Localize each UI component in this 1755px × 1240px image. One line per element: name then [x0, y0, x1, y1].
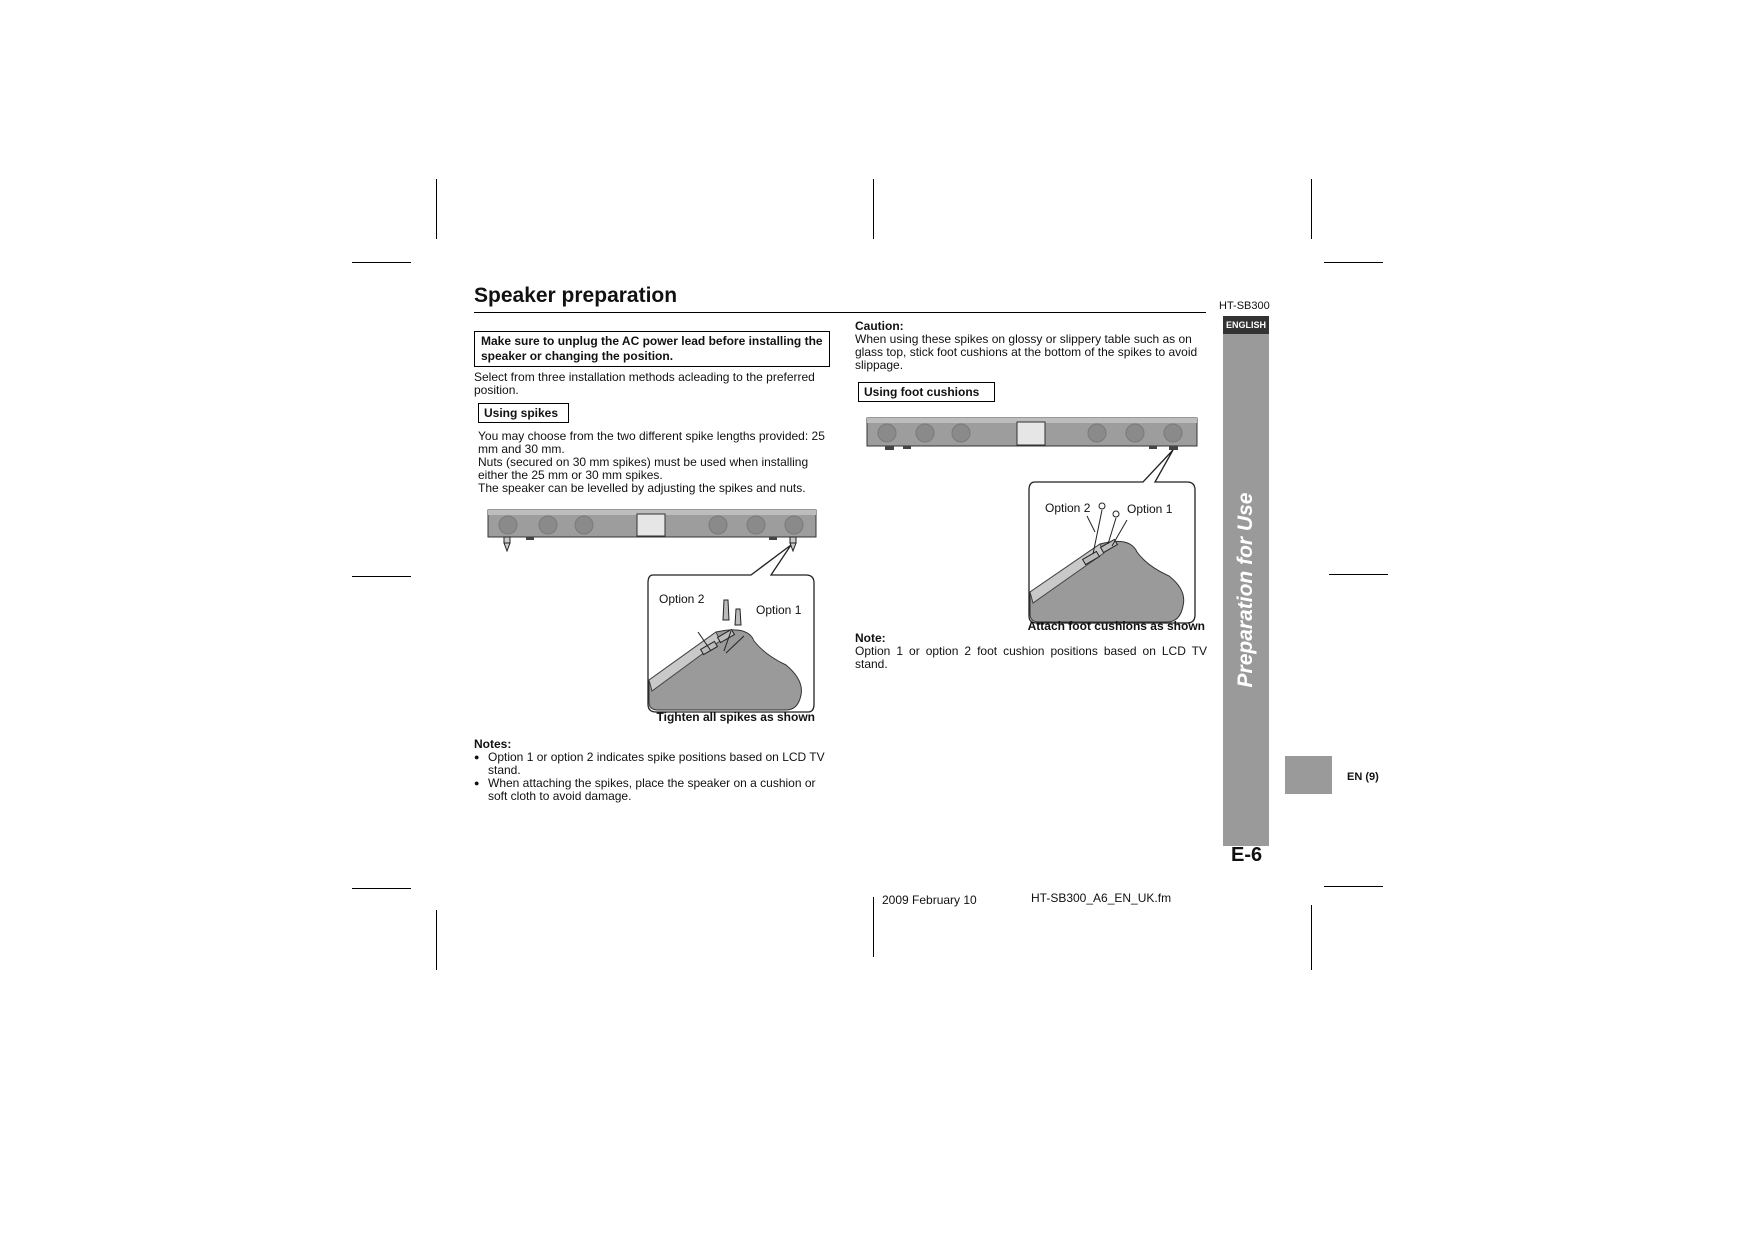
notes-list [474, 751, 830, 803]
foot-cushions-figure-caption: Attach foot cushions as shown [1027, 619, 1205, 633]
spikes-figure-caption: Tighten all spikes as shown [656, 710, 815, 724]
list-item: ● Option 1 or option 2 indicates spike positions based on LCD TV stand. [474, 751, 830, 777]
speaker-foot [885, 446, 894, 450]
page-number: E-6 [1231, 844, 1263, 866]
section-side-label: Preparation for Use [1234, 492, 1257, 688]
crop-mark [436, 910, 437, 970]
crop-mark [1329, 574, 1388, 575]
option-2-label: Option 2 [659, 592, 705, 606]
caution-text: When using these spikes on glossy or slippery table such as on glass top, stick foot cushions at the bottom of the spikes to avoid slippage. [855, 332, 1198, 372]
spikes-illustration [486, 505, 822, 713]
spike-icon [504, 537, 796, 551]
crop-mark [352, 888, 411, 889]
crop-mark [1324, 886, 1383, 887]
note-heading: Note: [855, 631, 886, 645]
spikes-instructions [478, 430, 828, 495]
section-side-tab [1223, 334, 1269, 846]
crop-mark [352, 262, 411, 263]
model-label: HT-SB300 [1219, 300, 1270, 312]
crop-mark [1311, 179, 1312, 239]
option-1-label: Option 1 [1127, 502, 1173, 516]
warning-box: Make sure to unplug the AC power lead before installing the speaker or changing the position. [474, 331, 830, 367]
crop-mark [436, 179, 437, 239]
speaker-display [637, 514, 665, 536]
intro-text: Select from three installation methods acleading to the preferred position. [474, 370, 815, 397]
speaker-display [1017, 422, 1045, 445]
notes-section [474, 738, 830, 803]
note-text: Option 1 or option 2 foot cushion positions based on LCD TV stand. [855, 644, 1207, 671]
caution-section [855, 320, 1207, 372]
spikes-paragraph: The speaker can be levelled by adjusting the spikes and nuts. [478, 481, 806, 495]
list-item: ● When attaching the spikes, place the speaker on a cushion or soft cloth to avoid damage. [474, 777, 830, 803]
speaker-foot [769, 537, 777, 540]
spikes-paragraph: Nuts (secured on 30 mm spikes) must be used when installing either the 25 mm or 30 mm spikes. [478, 455, 809, 482]
crop-mark [1324, 262, 1383, 263]
speaker-foot [526, 537, 534, 540]
speaker-foot [1149, 446, 1157, 449]
page-marker-square [1285, 756, 1332, 794]
crop-mark [873, 897, 874, 957]
footer-filename: HT-SB300_A6_EN_UK.fm [1031, 891, 1172, 905]
crop-mark [1311, 905, 1312, 970]
footer-date: 2009 February 10 [882, 893, 977, 907]
note-section [855, 632, 1207, 671]
caution-heading: Caution: [855, 319, 904, 333]
spikes-section-label: Using spikes [478, 403, 569, 423]
spikes-paragraph: You may choose from the two different spike lengths provided: 25 mm and 30 mm. [478, 429, 825, 456]
option-2-label: Option 2 [1045, 501, 1091, 515]
crop-mark [873, 179, 874, 239]
foot-cushions-illustration [865, 414, 1201, 624]
crop-mark [352, 576, 411, 577]
option-1-label: Option 1 [756, 603, 802, 617]
notes-heading: Notes: [474, 737, 512, 751]
title-rule [474, 312, 1206, 313]
page-reference: EN (9) [1347, 771, 1379, 783]
page-title: Speaker preparation [474, 284, 678, 307]
speaker-foot [903, 446, 911, 449]
language-badge: ENGLISH [1223, 316, 1269, 334]
foot-cushions-section-label: Using foot cushions [858, 382, 995, 402]
speaker-foot [1169, 446, 1178, 450]
